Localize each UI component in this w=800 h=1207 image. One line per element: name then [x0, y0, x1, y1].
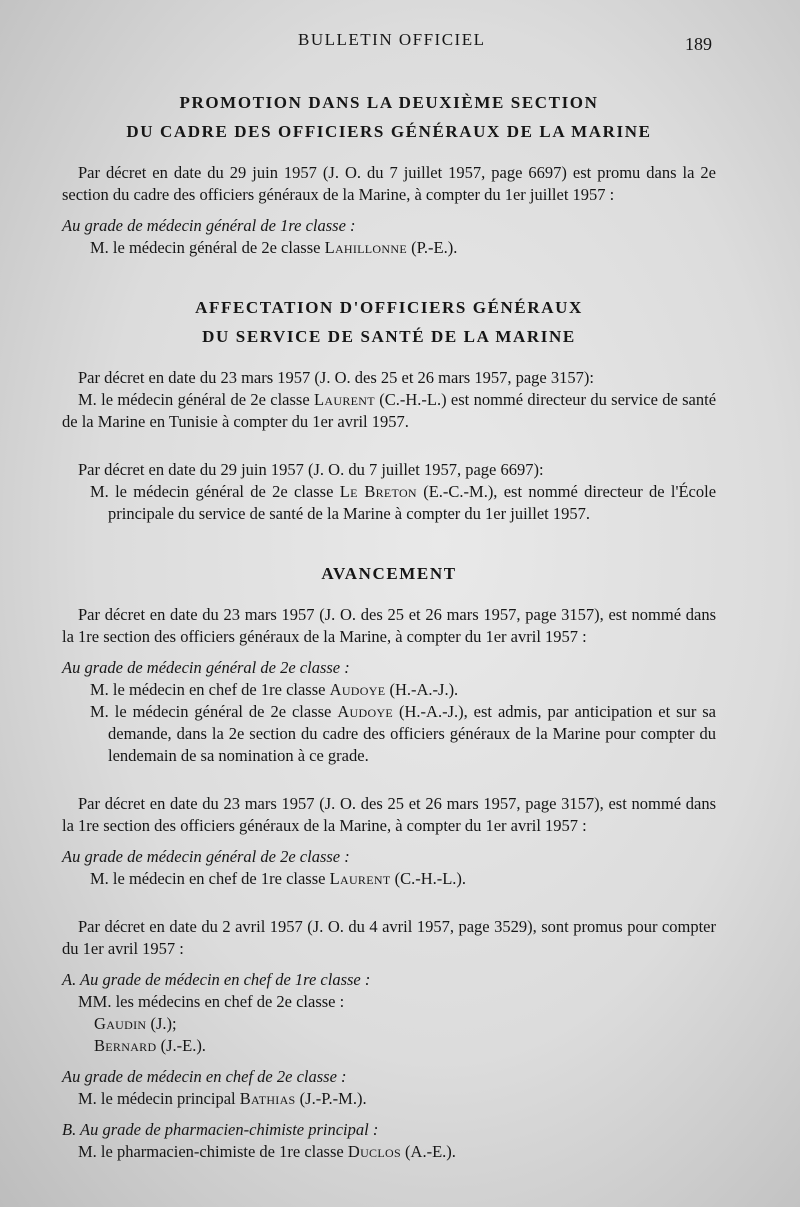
grade-heading: Au grade de médecin général de 2e classe :: [62, 847, 350, 866]
appointee-line: M. le médecin principal Bathias (J.-P.-M.).: [78, 1089, 367, 1108]
appointee-line: M. le médecin général de 2e classe Lahillonne (P.-E.).: [90, 238, 458, 257]
appointee-name: Lahillonne: [324, 238, 407, 257]
decree-paragraph: Par décret en date du 2 avril 1957 (J. O. du 4 avril 1957, page 3529), sont promus pour compter du 1er avril 1957 :: [62, 917, 716, 958]
appointee-line: M. le médecin général de 2e classe Le Breton (E.-C.-M.), est nommé directeur de l'École principale du service de santé de la Marine à compter du 1er juillet 1957.: [90, 482, 717, 523]
section-title: PROMOTION DANS LA DEUXIÈME SECTION: [179, 93, 599, 112]
appointee-line: M. le médecin en chef de 1re classe Laurent (C.-H.-L.).: [90, 869, 467, 888]
decree-paragraph: Par décret en date du 29 juin 1957 (J. O. du 7 juillet 1957, page 6697) est promu dans la 2e section du cadre des officiers généraux de la Marine, à compter du 1er juillet 1957 :: [62, 163, 716, 204]
appointee-line: M. le médecin général de 2e classe Audoye (H.-A.-J.), est admis, par anticipation et sur sa demande, dans la 2e section du cadre des officiers généraux de la Marine pour compter du lendemain de sa nomination à ce grade.: [90, 702, 717, 765]
appointee-group-line: MM. les médecins en chef de 2e classe :: [78, 992, 345, 1011]
running-title: BULLETIN OFFICIEL: [298, 30, 486, 49]
decree-paragraph: Par décret en date du 23 mars 1957 (J. O. des 25 et 26 mars 1957, page 3157), est nommé dans la 1re section des officiers généraux de la Marine, à compter du 1er avril 1957 :: [62, 605, 716, 646]
section-title: DU CADRE DES OFFICIERS GÉNÉRAUX DE LA MARINE: [126, 122, 652, 141]
appointee-name: Audoye: [329, 680, 386, 699]
decree-paragraph: Par décret en date du 23 mars 1957 (J. O. des 25 et 26 mars 1957, page 3157), est nommé dans la 1re section des officiers généraux de la Marine, à compter du 1er avril 1957 :: [62, 794, 716, 835]
grade-heading: A. Au grade de médecin en chef de 1re classe :: [62, 970, 371, 989]
grade-heading: Au grade de médecin en chef de 2e classe :: [62, 1067, 347, 1086]
page-number: 189: [685, 34, 712, 54]
appointee-name: Gaudin: [94, 1014, 147, 1033]
document-body: [62, 88, 716, 1163]
appointee-name: Bathias: [239, 1089, 296, 1108]
grade-heading: Au grade de médecin général de 1re classe :: [62, 216, 356, 235]
appointee-line: M. le pharmacien-chimiste de 1re classe Duclos (A.-E.).: [78, 1142, 456, 1161]
section-title: AFFECTATION D'OFFICIERS GÉNÉRAUX: [195, 298, 583, 317]
page-header: [0, 26, 800, 56]
grade-heading: Au grade de médecin général de 2e classe :: [62, 658, 350, 677]
section-title: DU SERVICE DE SANTÉ DE LA MARINE: [202, 327, 576, 346]
appointee-name: Laurent: [329, 869, 391, 888]
appointee-line: Gaudin (J.);: [94, 1014, 177, 1033]
appointee-line: Bernard (J.-E.).: [94, 1036, 206, 1055]
grade-heading: B. Au grade de pharmacien-chimiste principal :: [62, 1120, 379, 1139]
section-title: AVANCEMENT: [321, 564, 457, 583]
appointee-name: Laurent: [314, 390, 375, 409]
appointee-name: Duclos: [347, 1142, 401, 1161]
decree-paragraph: Par décret en date du 29 juin 1957 (J. O. du 7 juillet 1957, page 6697):: [78, 460, 544, 479]
decree-paragraph: Par décret en date du 23 mars 1957 (J. O. des 25 et 26 mars 1957, page 3157):: [78, 368, 594, 387]
appointee-line: M. le médecin en chef de 1re classe Audoye (H.-A.-J.).: [90, 680, 459, 699]
appointee-line: M. le médecin général de 2e classe Laurent (C.-H.-L.) est nommé directeur du service de santé de la Marine en Tunisie à compter du 1er avril 1957.: [62, 390, 717, 431]
appointee-name: Bernard: [94, 1036, 157, 1055]
appointee-name: Le Breton: [339, 482, 417, 501]
appointee-name: Audoye: [337, 702, 394, 721]
